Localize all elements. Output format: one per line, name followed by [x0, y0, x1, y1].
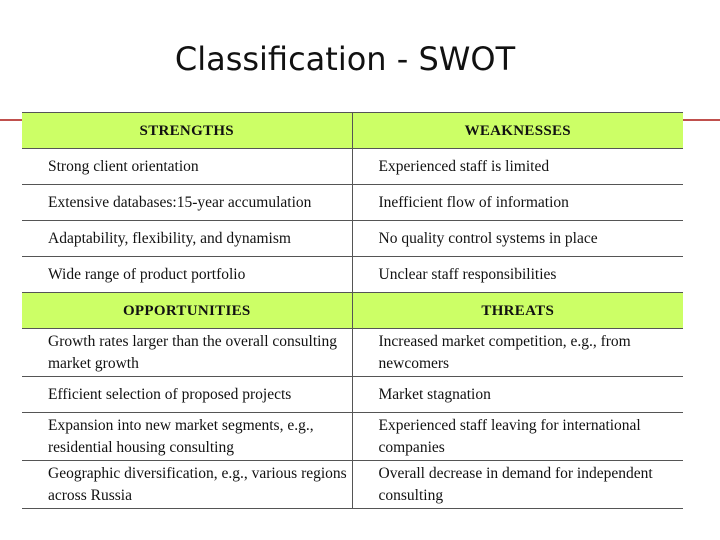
table-row — [22, 329, 683, 377]
table-row — [22, 257, 683, 293]
swot-header-row-sw — [22, 113, 683, 149]
swot-table — [22, 112, 683, 509]
opportunity-cell: Growth rates larger than the overall consulting market growth — [22, 329, 352, 377]
opportunity-cell: Geographic diversification, e.g., various regions across Russia — [22, 461, 352, 509]
table-row — [22, 461, 683, 509]
strength-cell: Strong client orientation — [22, 149, 352, 185]
strength-cell: Extensive databases:15-year accumulation — [22, 185, 352, 221]
strength-cell: Wide range of product portfolio — [22, 257, 352, 293]
threat-cell: Experienced staff leaving for international companies — [352, 413, 683, 461]
swot-header-row-ot — [22, 293, 683, 329]
threats-header: THREATS — [352, 293, 683, 329]
page-title: Classification - SWOT — [174, 40, 516, 78]
weakness-cell: No quality control systems in place — [352, 221, 683, 257]
table-row — [22, 221, 683, 257]
weaknesses-header: WEAKNESSES — [352, 113, 683, 149]
threat-cell: Market stagnation — [352, 377, 683, 413]
opportunity-cell: Expansion into new market segments, e.g., residential housing consulting — [22, 413, 352, 461]
threat-cell: Increased market competition, e.g., from newcomers — [352, 329, 683, 377]
strengths-header: STRENGTHS — [22, 113, 352, 149]
threat-cell: Overall decrease in demand for independent consulting — [352, 461, 683, 509]
opportunity-cell: Efficient selection of proposed projects — [22, 377, 352, 413]
table-row — [22, 149, 683, 185]
opportunities-header: OPPORTUNITIES — [22, 293, 352, 329]
table-row — [22, 377, 683, 413]
accent-line-right — [683, 119, 720, 121]
weakness-cell: Inefficient flow of information — [352, 185, 683, 221]
accent-line-left — [0, 119, 22, 121]
table-row — [22, 185, 683, 221]
table-row — [22, 413, 683, 461]
weakness-cell: Experienced staff is limited — [352, 149, 683, 185]
strength-cell: Adaptability, flexibility, and dynamism — [22, 221, 352, 257]
weakness-cell: Unclear staff responsibilities — [352, 257, 683, 293]
